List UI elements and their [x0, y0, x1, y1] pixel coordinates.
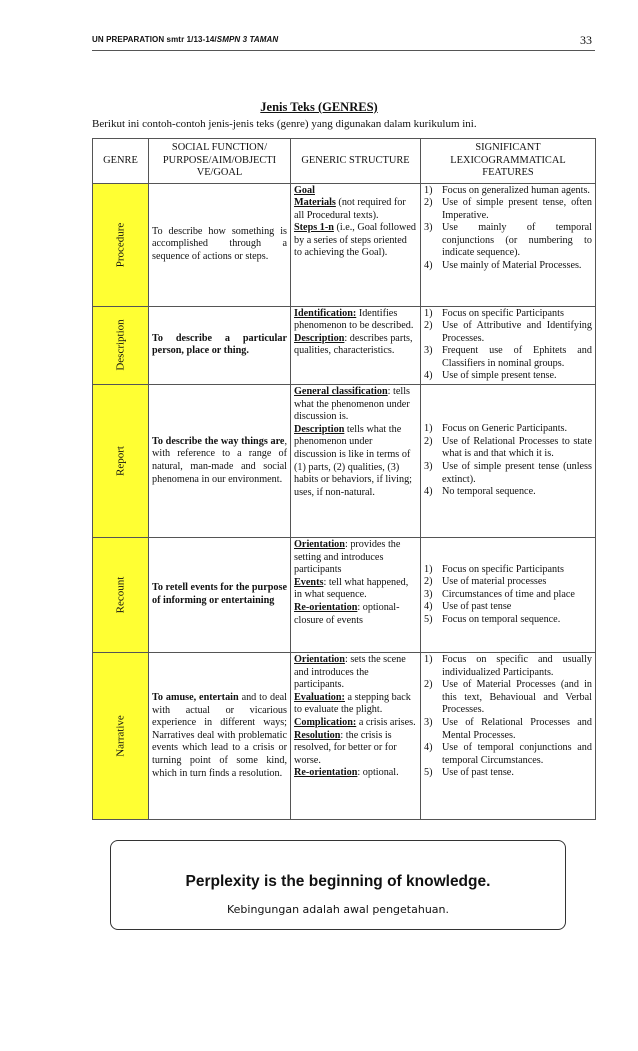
feature-text: Use of simple present tense (unless extinct). [442, 461, 592, 485]
list-item [424, 320, 592, 345]
structure-term: Complication: [294, 717, 357, 729]
genre-label: Procedure [114, 222, 127, 267]
list-item [424, 486, 592, 499]
feature-text: Use of simple present tense, often Imperative. [442, 197, 592, 221]
structure-item [294, 654, 417, 692]
features-cell [421, 385, 596, 538]
structure-term: General classification [294, 386, 388, 398]
function-text: To describe a particular person, place or thing. [152, 332, 287, 357]
table-row [93, 653, 596, 820]
function-emphasis: To amuse, entertain [152, 691, 239, 703]
structure-item [294, 539, 417, 577]
header-structure: GENERIC STRUCTURE [291, 139, 421, 184]
feature-number: 1) [424, 184, 433, 196]
structure-item [294, 692, 417, 717]
list-item [424, 654, 592, 679]
structure-term: Re-orientation [294, 767, 358, 779]
features-cell [421, 653, 596, 820]
feature-text: Use of material processes [442, 576, 547, 588]
header-left [92, 35, 278, 44]
list-item [424, 184, 592, 198]
feature-number: 3) [424, 717, 433, 729]
header-school: SMPN 3 TAMAN [216, 35, 279, 44]
structure-item [294, 424, 417, 500]
structure-term: Re-orientation [294, 602, 358, 614]
feature-text: Frequent use of Ephitets and Classifiers in nominal groups. [442, 345, 592, 369]
function-cell [149, 538, 291, 653]
structure-cell [291, 653, 421, 820]
feature-number: 4) [424, 486, 433, 498]
structure-term: Orientation [294, 654, 345, 666]
structure-desc: : provides the setting and introduces participants [294, 539, 401, 576]
feature-number: 5) [424, 613, 433, 625]
feature-number: 2) [424, 435, 433, 447]
structure-desc: : describes parts, qualities, characteristics. [294, 332, 413, 357]
feature-number: 2) [424, 320, 433, 332]
structure-term: Events [294, 576, 324, 588]
page-header [92, 33, 592, 49]
genre-cell [93, 183, 149, 306]
feature-number: 3) [424, 588, 433, 600]
feature-text: Use mainly of temporal conjunctions (or numbering to indicate sequence). [442, 222, 592, 259]
feature-text: Focus on Generic Participants. [442, 423, 568, 435]
function-text: and to deal with actual or vicarious experience in different ways; Narratives deal with problematic events which lead to a crisis or turning point of some kind, which in turn finds a resolution. [152, 691, 287, 779]
structure-item [294, 767, 417, 780]
structure-cell [291, 385, 421, 538]
page-number: 33 [580, 33, 592, 47]
header-function: SOCIAL FUNCTION/ PURPOSE/AIM/OBJECTI VE/GOAL [149, 139, 291, 184]
table-row [93, 538, 596, 653]
list-item [424, 435, 592, 461]
feature-number: 2) [424, 679, 433, 691]
list-item [424, 197, 592, 222]
feature-number: 3) [424, 461, 433, 473]
genre-cell [93, 653, 149, 820]
list-item [424, 222, 592, 260]
structure-desc: (i.e., Goal followed by a series of steps oriented to achieving the Goal). [294, 222, 416, 259]
genre-cell [93, 306, 149, 385]
function-cell [149, 385, 291, 538]
header-features: SIGNIFICANT LEXICOGRAMMATICAL FEATURES [421, 139, 596, 184]
feature-number: 3) [424, 222, 433, 234]
feature-text: Focus on temporal sequence. [442, 613, 561, 625]
feature-number: 3) [424, 345, 433, 357]
genre-label: Report [114, 446, 127, 477]
list-item [424, 767, 592, 780]
features-cell [421, 538, 596, 653]
genre-cell [93, 385, 149, 538]
feature-number: 5) [424, 767, 433, 779]
function-text: To describe how something is accomplished through a sequence of actions or steps. [152, 225, 287, 262]
list-item [424, 588, 592, 602]
header-genre: GENRE [93, 139, 149, 184]
structure-item [294, 577, 417, 602]
feature-text: Use of past tense [442, 601, 512, 613]
features-list [424, 185, 592, 273]
intro-text: Berikut ini contoh-contoh jenis-jenis teks (genre) yang digunakan dalam kurikulum ini. [92, 118, 477, 130]
structure-term: Orientation [294, 539, 345, 551]
quote-translation: Kebingungan adalah awal pengetahuan. [227, 903, 449, 916]
genre-label: Recount [114, 576, 127, 614]
feature-number: 4) [424, 601, 433, 613]
features-list [424, 308, 592, 384]
structure-desc: (not required for all Procedural texts). [294, 197, 406, 221]
feature-text: Focus on specific and usually individualized Participants. [442, 654, 592, 678]
feature-text: Use of Attributive and Identifying Processes. [442, 320, 592, 344]
structure-cell [291, 306, 421, 385]
feature-text: Focus on specific Participants [442, 307, 564, 319]
header-rule [92, 50, 595, 51]
table-row [93, 183, 596, 306]
list-item [424, 260, 592, 273]
feature-number: 1) [424, 423, 433, 435]
list-item [424, 370, 592, 383]
features-list [424, 423, 592, 499]
list-item [424, 423, 592, 436]
feature-text: Use of temporal conjunctions and temporal Circumstances. [442, 742, 592, 766]
structure-desc: a crisis arises. [356, 717, 416, 729]
function-cell [149, 653, 291, 820]
feature-number: 2) [424, 576, 433, 588]
structure-desc: : tells what the phenomenon under discussion is. [294, 386, 411, 423]
structure-item [294, 717, 417, 730]
structure-desc: a stepping back to evaluate the plight. [294, 691, 411, 716]
function-cell [149, 306, 291, 385]
feature-number: 1) [424, 307, 433, 319]
feature-text: Use of Relational Processes to state what is and that which it is. [442, 435, 592, 460]
structure-term: Description [294, 423, 345, 435]
genre-label: Narrative [114, 715, 127, 757]
table-row [93, 306, 596, 385]
structure-item [294, 185, 417, 198]
feature-text: Circumstances of time and place [442, 588, 575, 600]
structure-item [294, 730, 417, 768]
features-cell [421, 183, 596, 306]
structure-term: Resolution [294, 729, 341, 741]
list-item [424, 601, 592, 614]
structure-item [294, 222, 417, 260]
structure-desc: : tell what happened, in what sequence. [294, 576, 409, 601]
header-course: UN PREPARATION smtr 1/13-14/ [92, 35, 217, 44]
genres-table [92, 138, 596, 820]
feature-text: Use mainly of Material Processes. [442, 260, 582, 272]
feature-text: Use of past tense. [442, 767, 514, 779]
feature-number: 4) [424, 742, 433, 754]
features-list [424, 654, 592, 780]
feature-text: Focus on specific Participants [442, 563, 564, 575]
structure-desc: Identifies phenomenon to be described. [294, 307, 414, 332]
list-item [424, 613, 592, 627]
structure-item [294, 333, 417, 358]
genre-label: Description [114, 319, 127, 371]
feature-text: No temporal sequence. [442, 486, 536, 498]
structure-desc: : sets the scene and introduces the participants. [294, 654, 406, 691]
function-emphasis: To describe the way things are [152, 435, 285, 447]
structure-item [294, 386, 417, 424]
structure-term: Goal [294, 184, 315, 196]
feature-text: Focus on generalized human agents. [442, 184, 590, 196]
list-item [424, 742, 592, 767]
page-title: Jenis Teks (GENRES) [260, 100, 378, 114]
structure-desc: tells what the phenomenon under discussion is like in terms of (1) parts, (2) qualities, (3) habits or behaviors, if living; uses, if non-natural. [294, 423, 412, 498]
structure-term: Evaluation: [294, 691, 345, 703]
structure-desc: : the crisis is resolved, for better or for worse. [294, 729, 397, 766]
list-item [424, 345, 592, 370]
quote-main: Perplexity is the beginning of knowledge. [185, 873, 491, 890]
feature-number: 2) [424, 197, 433, 209]
list-item [424, 717, 592, 742]
structure-term: Steps 1-n [294, 222, 334, 234]
structure-cell [291, 538, 421, 653]
structure-item [294, 197, 417, 222]
feature-number: 4) [424, 260, 433, 272]
structure-term: Description [294, 332, 345, 344]
structure-desc: : optional. [357, 767, 399, 779]
function-cell [149, 183, 291, 306]
structure-cell [291, 183, 421, 306]
genre-cell [93, 538, 149, 653]
feature-text: Use of simple present tense. [442, 370, 557, 382]
list-item [424, 307, 592, 321]
structure-term: Materials [294, 197, 336, 209]
feature-text: Use of Material Processes (and in this text, Behavioual and Verbal Processes. [442, 679, 592, 716]
structure-item [294, 308, 417, 333]
structure-item [294, 602, 417, 627]
function-text: , with reference to a range of natural, man-made and social phenomena in our environment. [152, 435, 287, 485]
list-item [424, 576, 592, 589]
features-cell [421, 306, 596, 385]
features-list [424, 564, 592, 627]
list-item [424, 563, 592, 577]
structure-desc: : optional- closure of events [294, 602, 400, 626]
list-item [424, 679, 592, 717]
table-header-row [93, 139, 596, 184]
feature-number: 1) [424, 563, 433, 575]
quote-box [110, 840, 566, 930]
feature-number: 4) [424, 370, 433, 382]
feature-number: 1) [424, 654, 433, 666]
structure-term: Identification: [294, 307, 357, 319]
list-item [424, 461, 592, 486]
function-text: To retell events for the purpose of informing or entertaining [152, 582, 287, 607]
feature-text: Use of Relational Processes and Mental Processes. [442, 717, 592, 741]
table-row [93, 385, 596, 538]
